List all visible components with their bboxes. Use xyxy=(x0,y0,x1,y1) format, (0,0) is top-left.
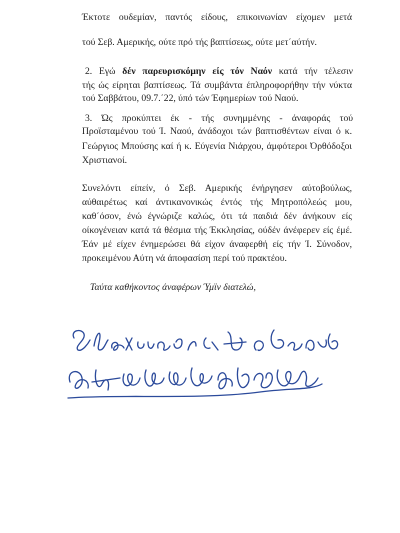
paragraph-line: Έάν μέ είχεν ένημερώσει θά είχον άναφερθή είς τήν Ί. Σύνοδον, xyxy=(82,239,352,250)
paragraph-text: Ώς προκύπτει έκ - τής συνημμένης - άναφοράς τού xyxy=(101,113,353,124)
paragraph-line: Συνελόντι είπείν, ό Σεβ. Αμερικής ένήργησεν αύτοβούλως, xyxy=(82,183,352,194)
paragraph-line: Γεώργιος Μπούσης καί ή κ. Εύγενία Νιάρχου, άμφότεροι Όρθόδοξοι xyxy=(82,141,352,152)
paragraph-number: 3. xyxy=(85,113,93,124)
handwritten-signature xyxy=(60,320,360,410)
closing-line: Ταύτα καθήκοντος άναφέρων Ύμϊν διατελώ, xyxy=(90,282,256,293)
emphasized-text: δέν παρευρισκόμην είς τόν Ναόν xyxy=(122,66,273,77)
paragraph-line: Έκτοτε ουδεμίαν, παντός είδους, επικοινωνίαν είχομεν μετά xyxy=(82,12,352,23)
paragraph-line: οίκογένειαν κατά τά θέσμια τής Έκκλησίας, ούδέν άνέφερεν είς έμέ. xyxy=(82,225,352,236)
paragraph-line: τού Σεβ. Αμερικής, ούτε πρό τής βαπτίσεως, ούτε μετ΄αύτήν. xyxy=(82,37,317,48)
paragraph-line xyxy=(85,66,353,78)
paragraph-line: προκειμένου Αύτη νά άποφασίση περί τού πρακτέου. xyxy=(82,253,287,264)
paragraph-line: τού Σαββάτου, 09.7.΄22, ύπό τών Έφημερίων τού Ναού. xyxy=(82,93,299,104)
signature-drawing xyxy=(60,320,360,410)
paragraph-text: Εγώ xyxy=(99,66,116,77)
paragraph-line: αύθαιρέτως καί άντικανονικώς έντός τής Μητροπόλεώς μου, xyxy=(82,197,352,208)
paragraph-number: 2. xyxy=(85,66,93,77)
paragraph-line xyxy=(85,113,353,125)
paragraph-line: Χριστιανοί. xyxy=(82,155,128,166)
paragraph-text: κατά τήν τέλεσιν xyxy=(278,66,353,77)
paragraph-line: Προϊσταμένου τού Ί. Ναού, άνάδοχοι τών βαπτισθέντων είναι ό κ. xyxy=(82,126,352,137)
paragraph-line: καθ΄όσον, ένώ έγνώριζε καλώς, ότι τά παιδιά δέν άνήκουν είς xyxy=(82,211,352,222)
paragraph-line: τής ώς είρηται βαπτίσεως. Τά συμβάντα έπληροφορήθην τήν νύκτα xyxy=(82,80,352,91)
